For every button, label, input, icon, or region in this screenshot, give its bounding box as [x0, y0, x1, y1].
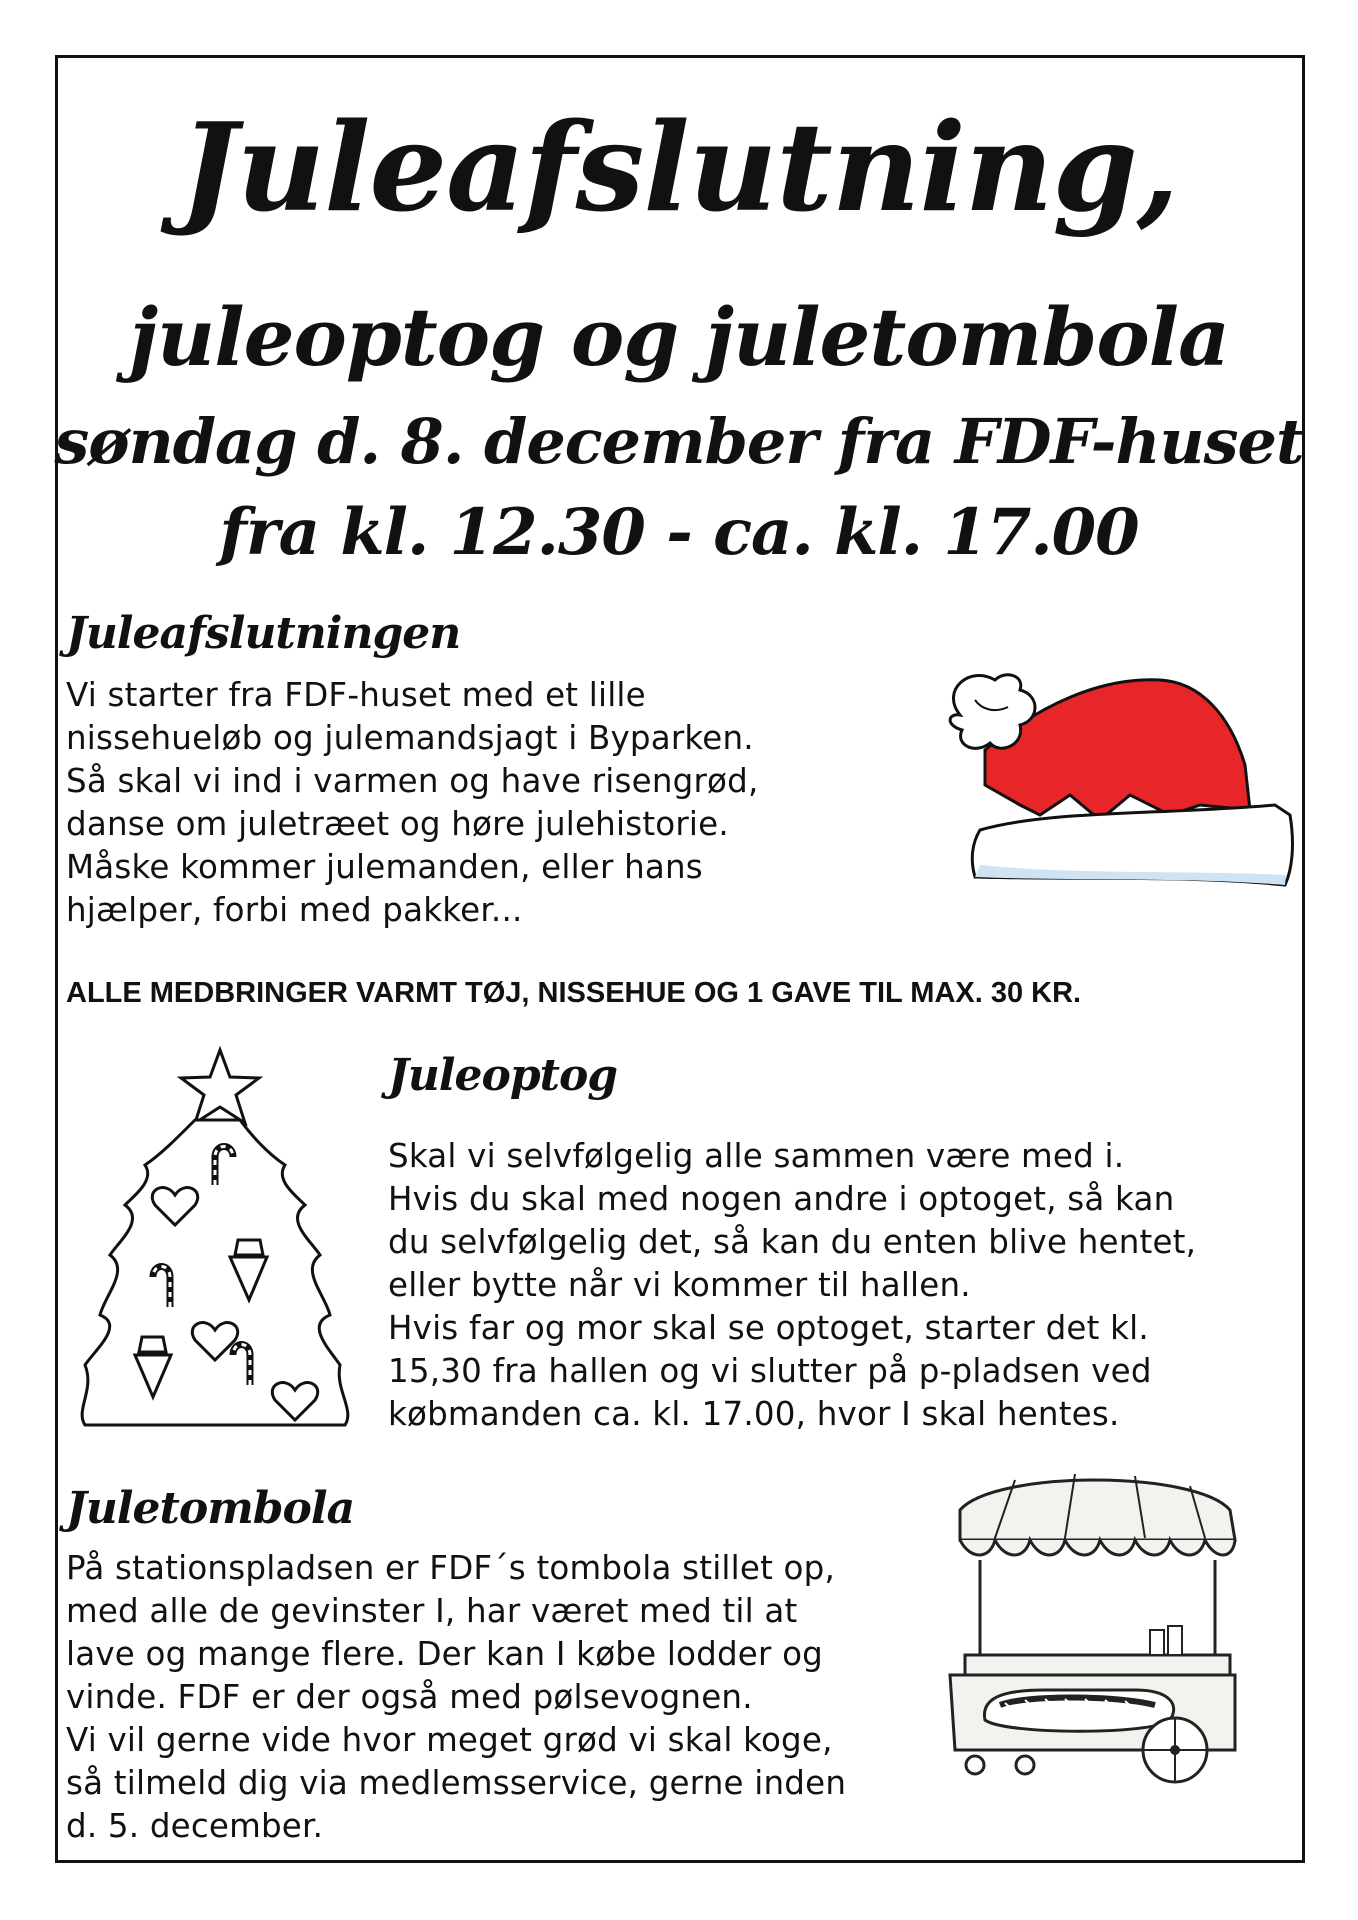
event-date: søndag d. 8. december fra FDF-huset: [54, 405, 1304, 478]
section-text-juletombola: På stationspladsen er FDF´s tombola stillet op, med alle de gevinster I, har været med til at lave og mange flere. Der kan I købe lodder og vinde. FDF er der også med pølsevognen. Vi vil gerne vide hvor meget grød vi skal koge, så tilmeld dig via medlemsservice, gerne inden d. 5. december.: [66, 1549, 847, 1845]
notice-text: ALLE MEDBRINGER VARMT TØJ, NISSEHUE OG 1 GAVE TIL MAX. 30 KR.: [66, 977, 1082, 1009]
poster-title: Juleafslutning,: [179, 95, 1179, 239]
section-text-juleafslutningen: Vi starter fra FDF-huset med et lille nissehueløb og julemandsjagt i Byparken. Så skal vi ind i varmen og have risengrød, danse om juletræet og høre julehistorie. Måske kommer julemanden, eller hans hjælper, forbi med pakker...: [66, 676, 759, 929]
section-text-juleoptog: Skal vi selvfølgelig alle sammen være med i. Hvis du skal med nogen andre i optoget, så kan du selvfølgelig det, så kan du enten blive hentet, eller bytte når vi kommer til hallen. Hvis far og mor skal se optoget, starter det kl. 15,30 fra hallen og vi slutter på p-pladsen ved købmanden ca. kl. 17.00, hvor I skal hentes.: [388, 1137, 1197, 1433]
section-heading-juletombola: Juletombola: [66, 1483, 355, 1534]
hotdog-cart-icon: [935, 1450, 1255, 1790]
event-time: fra kl. 12.30 - ca. kl. 17.00: [219, 495, 1139, 570]
poster-subtitle: juleoptog og juletombola: [129, 290, 1229, 384]
christmas-tree-icon: [75, 1045, 355, 1445]
section-heading-juleoptog: Juleoptog: [388, 1050, 618, 1101]
section-heading-juleafslutningen: Juleafslutningen: [66, 608, 461, 659]
santa-hat-icon: [900, 655, 1300, 895]
